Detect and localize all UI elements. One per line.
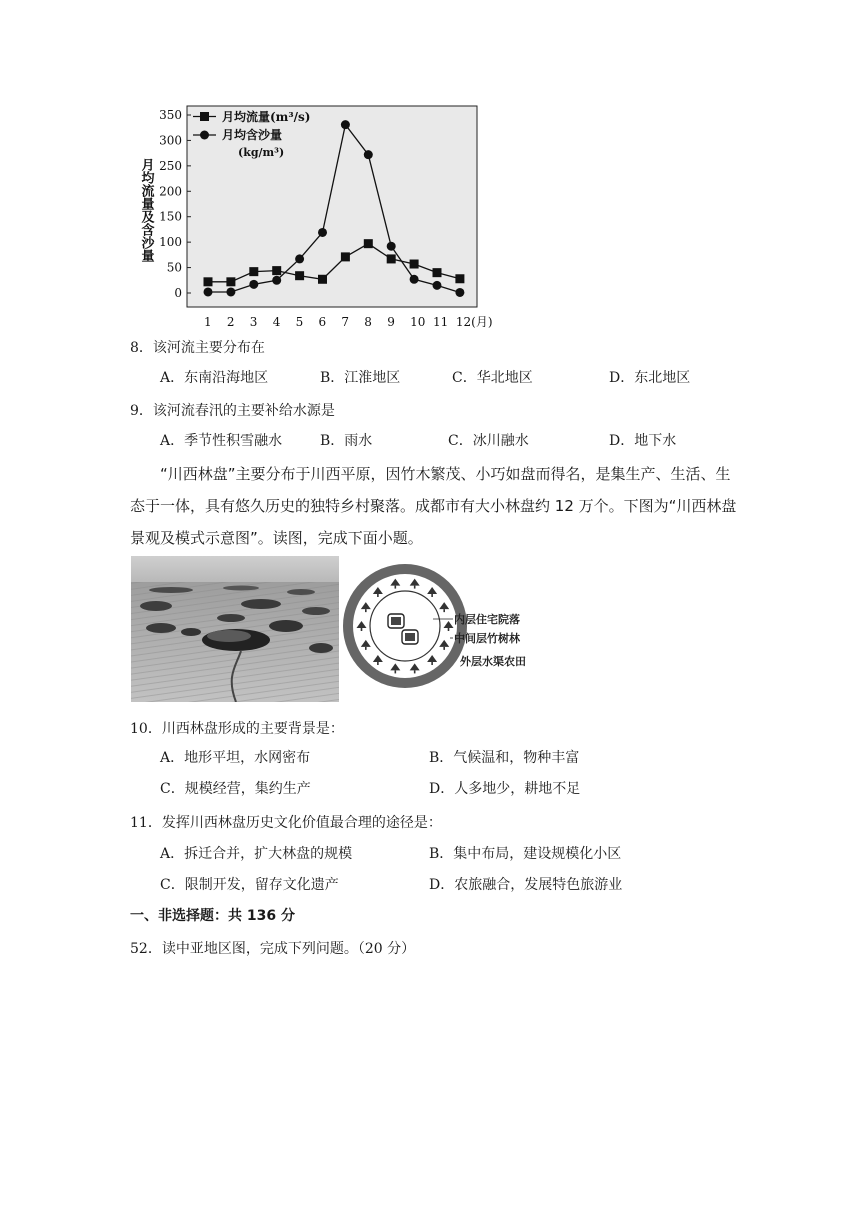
q8-option-a[interactable]: A．东南沿海地区 — [160, 370, 269, 386]
sediment-point — [455, 288, 464, 297]
q8-option-b[interactable]: B．江淮地区 — [320, 370, 401, 386]
q10-option-a[interactable]: A．地形平坦，水网密布 — [160, 750, 311, 766]
tree-trunk — [431, 594, 433, 597]
q11-option-a[interactable]: A．拆迁合并，扩大林盘的规模 — [160, 846, 353, 862]
tree-trunk — [395, 670, 397, 673]
q9-option-a[interactable]: A．季节性积雪融水 — [160, 433, 283, 449]
sediment-point — [387, 242, 396, 251]
tree-trunk — [395, 586, 397, 589]
linpan-model-diagram — [340, 556, 540, 702]
x-tick-label: 2 — [226, 315, 235, 329]
section-title: 一、非选择题：共 136 分 — [130, 908, 295, 924]
q8-option-c[interactable]: C．华北地区 — [452, 370, 533, 386]
x-tick-label: 4 — [272, 315, 281, 329]
tree-trunk — [365, 647, 367, 650]
q10-option-b[interactable]: B．气候温和，物种丰富 — [429, 750, 580, 766]
linpan-landscape-photo — [131, 556, 339, 702]
legend-label-sediment-unit: (kg/m³) — [238, 146, 285, 159]
y-tick-label: 300 — [159, 133, 182, 148]
y-tick-label: 200 — [159, 184, 182, 199]
flow-point — [204, 277, 213, 286]
flow-point — [318, 275, 327, 284]
x-tick-label: 9 — [387, 315, 395, 329]
x-tick-label: 8 — [364, 315, 372, 329]
x-tick-label: 3 — [249, 315, 258, 329]
flow-point — [455, 274, 464, 283]
x-tick-label: 11 — [433, 315, 449, 329]
y-tick-label: 250 — [159, 158, 182, 173]
label-outer-farmland: 外层水渠农田 — [460, 655, 526, 668]
sediment-point — [410, 275, 419, 284]
tree-trunk — [448, 628, 450, 631]
tree-trunk — [431, 662, 433, 665]
x-tick-label: 1 — [204, 315, 212, 329]
question-52-stem: 52．读中亚地区图，完成下列问题。（20 分） — [130, 941, 416, 957]
y-tick-label: 100 — [159, 235, 182, 250]
q9-option-b[interactable]: B．雨水 — [320, 433, 373, 449]
sediment-point — [226, 287, 235, 296]
label-inner-housing: 内层住宅院落 — [454, 613, 520, 626]
flow-point — [226, 277, 235, 286]
flow-point — [341, 252, 350, 261]
flow-point — [295, 271, 304, 280]
flow-point — [387, 254, 396, 263]
tree-trunk — [443, 609, 445, 612]
y-tick-labels — [159, 108, 191, 300]
q8-option-d[interactable]: D．东北地区 — [609, 370, 691, 386]
label-middle-bamboo: 中间层竹树林 — [454, 632, 520, 645]
x-tick-label: 5 — [295, 315, 304, 329]
legend-label-flow: 月均流量(m³/s) — [222, 110, 311, 124]
x-tick-label: 12(月) — [455, 315, 493, 329]
sediment-point — [249, 280, 258, 289]
x-tick-label: 10 — [410, 315, 426, 329]
x-tick-labels — [204, 315, 493, 329]
tree-trunk — [443, 647, 445, 650]
sediment-point — [204, 287, 213, 296]
sediment-point — [341, 120, 350, 129]
inner-ring-housing — [370, 591, 440, 661]
question-11-stem: 11．发挥川西林盘历史文化价值最合理的途径是： — [130, 815, 442, 831]
flow-point — [249, 267, 258, 276]
tree-trunk — [414, 670, 416, 673]
y-tick-label: 150 — [159, 209, 182, 224]
y-axis-label: 月均流量及含沙量 — [138, 158, 154, 262]
x-tick-label: 6 — [318, 315, 327, 329]
tree-trunk — [365, 609, 367, 612]
passage-linpan: “川西林盘”主要分布于川西平原，因竹木繁茂、小巧如盘而得名，是集生产、生活、生态于一体，具有悠久历史的独特乡村聚落。成都市有大小林盘约 12 万个。下图为“川西林盘景观及模式示意图”。读图，完成下面小题。 — [130, 465, 737, 547]
flow-sediment-chart — [130, 98, 510, 334]
sediment-point — [364, 150, 373, 159]
tree-trunk — [414, 586, 416, 589]
y-tick-label: 0 — [174, 286, 182, 300]
sediment-point — [318, 228, 327, 237]
q11-option-c[interactable]: C．限制开发，留存文化遗产 — [160, 877, 339, 893]
q9-option-c[interactable]: C．冰川融水 — [448, 433, 529, 449]
flow-point — [364, 239, 373, 248]
flow-point — [433, 268, 442, 277]
sediment-point — [272, 276, 281, 285]
flow-point — [410, 260, 419, 269]
q11-option-d[interactable]: D．农旅融合，发展特色旅游业 — [429, 877, 623, 893]
tree-trunk — [377, 594, 379, 597]
sediment-point — [295, 254, 304, 263]
flow-point — [272, 266, 281, 275]
legend-label-sediment: 月均含沙量 — [222, 128, 283, 142]
tree-trunk — [361, 628, 363, 631]
q11-option-b[interactable]: B．集中布局，建设规模化小区 — [429, 846, 622, 862]
y-tick-label: 350 — [159, 108, 182, 122]
q10-option-d[interactable]: D．人多地少，耕地不足 — [429, 781, 581, 797]
question-8-stem: 8．该河流主要分布在 — [130, 340, 265, 356]
q10-option-c[interactable]: C．规模经营，集约生产 — [160, 781, 311, 797]
y-tick-label: 50 — [166, 260, 182, 275]
tree-trunk — [377, 662, 379, 665]
question-9-stem: 9．该河流春汛的主要补给水源是 — [130, 403, 335, 419]
q9-option-d[interactable]: D．地下水 — [609, 433, 677, 449]
sediment-point — [433, 281, 442, 290]
x-tick-label: 7 — [341, 315, 350, 329]
question-10-stem: 10．川西林盘形成的主要背景是： — [130, 721, 344, 737]
